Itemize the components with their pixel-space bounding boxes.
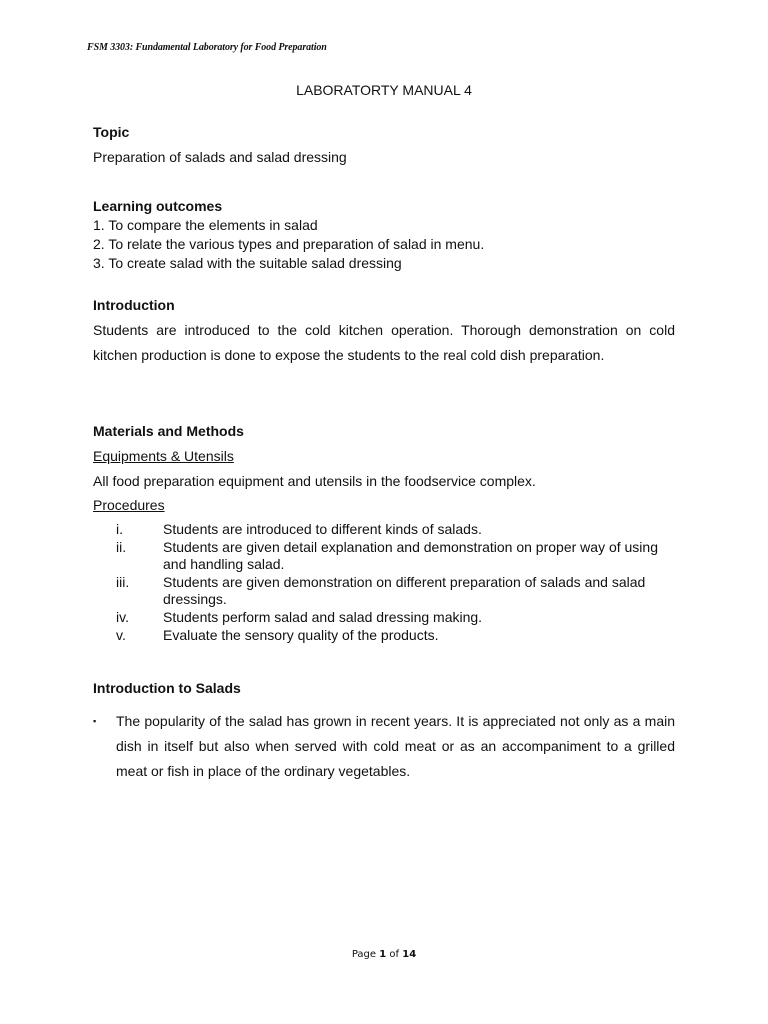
page-total: 14: [402, 949, 417, 960]
procedure-number: i.: [116, 521, 123, 537]
learning-outcome-item: 1. To compare the elements in salad: [93, 217, 318, 233]
procedure-number: iii.: [116, 574, 130, 590]
salads-heading: Introduction to Salads: [93, 680, 241, 696]
learning-outcomes-section: [93, 197, 675, 273]
procedure-item: [93, 574, 675, 608]
procedure-item: [93, 521, 675, 538]
page-word: Page: [351, 949, 377, 960]
procedure-text: Evaluate the sensory quality of the products.: [163, 627, 439, 643]
topic-section: [93, 123, 675, 167]
learning-outcome-item: 2. To relate the various types and preparation of salad in menu.: [93, 236, 485, 252]
topic-heading: Topic: [93, 124, 130, 140]
procedure-text: Students are introduced to different kinds of salads.: [163, 521, 482, 537]
introduction-heading: Introduction: [93, 297, 175, 313]
procedure-text: Students are given demonstration on different preparation of salads and salad dressings.: [163, 574, 646, 607]
materials-section: [93, 422, 675, 515]
materials-heading: Materials and Methods: [93, 423, 244, 439]
procedure-number: ii.: [116, 539, 127, 555]
salads-text: The popularity of the salad has grown in recent years. It is appreciated not only as a main dish in itself but also when served with cold meat or as an accompaniment to a grilled meat or fish in place of the ordinary vegetables.: [116, 713, 675, 779]
equipment-text: All food preparation equipment and utensils in the foodservice complex.: [93, 473, 536, 489]
running-header: FSM 3303: Fundamental Laboratory for Food Preparation: [87, 42, 327, 53]
procedure-text: Students perform salad and salad dressing making.: [163, 609, 483, 625]
square-bullet-icon: ▪: [93, 716, 97, 726]
procedure-item: [93, 539, 675, 573]
salads-bullet-item: [93, 709, 675, 784]
introduction-section: [93, 296, 675, 368]
learning-outcome-item: 3. To create salad with the suitable salad dressing: [93, 255, 402, 271]
procedure-text: Students are given detail explanation and demonstration on proper way of using and handling salad.: [163, 539, 658, 572]
document-title: LABORATORTY MANUAL 4: [296, 82, 472, 98]
procedure-number: v.: [116, 627, 126, 643]
procedures-heading: Procedures: [93, 497, 165, 513]
procedure-item: [93, 627, 675, 644]
equipment-heading: Equipments & Utensils: [93, 448, 234, 464]
introduction-text: Students are introduced to the cold kitchen operation. Thorough demonstration on cold kitchen production is done to expose the students to the real cold dish preparation.: [93, 322, 675, 363]
page-current: 1: [379, 949, 387, 960]
of-word: of: [389, 949, 400, 960]
salads-heading-block: [93, 679, 675, 698]
procedure-number: iv.: [116, 609, 129, 625]
page-footer: [0, 949, 768, 960]
procedures-list: [93, 521, 675, 645]
topic-text: Preparation of salads and salad dressing: [93, 149, 347, 165]
learning-outcomes-heading: Learning outcomes: [93, 198, 223, 214]
procedure-item: [93, 609, 675, 626]
